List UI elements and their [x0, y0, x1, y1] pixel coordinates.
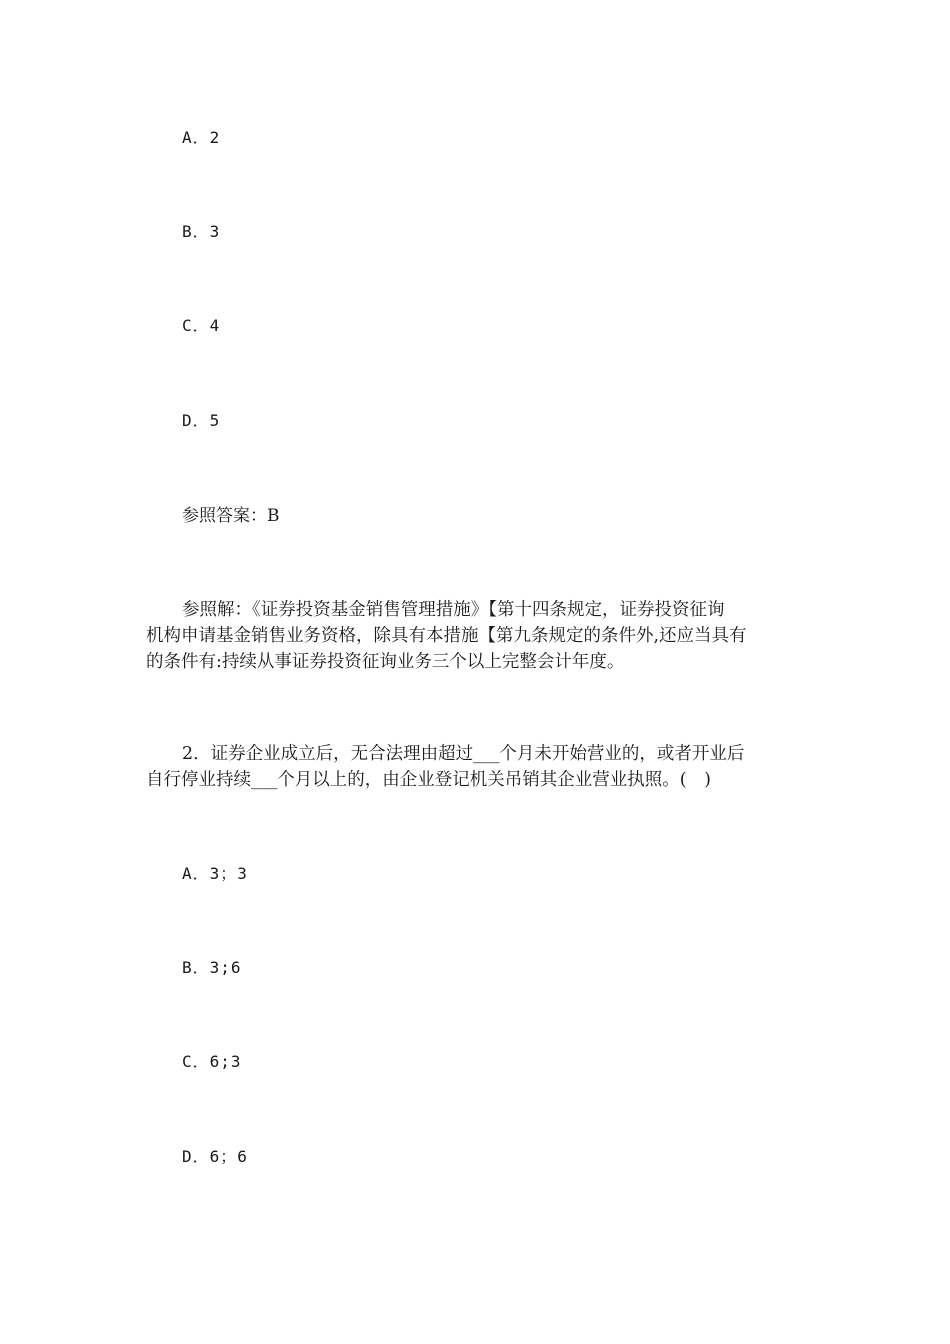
q2-stem-line: 2．证券企业成立后，无合法理由超过___个月未开始营业的，或者开业后	[182, 744, 745, 764]
q1-option-b: B．3	[182, 222, 221, 241]
q1-answer: 参照答案：B	[182, 506, 280, 526]
q2-stem	[146, 741, 806, 793]
q1-explanation	[146, 597, 806, 675]
q2-option-b: B．3;6	[182, 958, 242, 977]
q2-option-a: A．3；3	[182, 864, 248, 883]
q1-explanation-line: 机构申请基金销售业务资格，除具有本措施【第九条规定的条件外,还应当具有	[146, 626, 747, 646]
q2-option-d: D．6；6	[182, 1147, 248, 1166]
q1-explanation-line: 的条件有:持续从事证券投资征询业务三个以上完整会计年度。	[146, 652, 625, 672]
q1-option-a: A．2	[182, 128, 221, 147]
q2-stem-line: 自行停业持续___个月以上的，由企业登记机关吊销其企业营业执照。( )	[146, 770, 711, 790]
q1-option-d: D．5	[182, 411, 221, 430]
q1-explanation-line: 参照解：《证券投资基金销售管理措施》【第十四条规定，证券投资征询	[182, 600, 725, 620]
q1-option-c: C．4	[182, 316, 221, 335]
q2-option-c: C．6;3	[182, 1052, 242, 1071]
